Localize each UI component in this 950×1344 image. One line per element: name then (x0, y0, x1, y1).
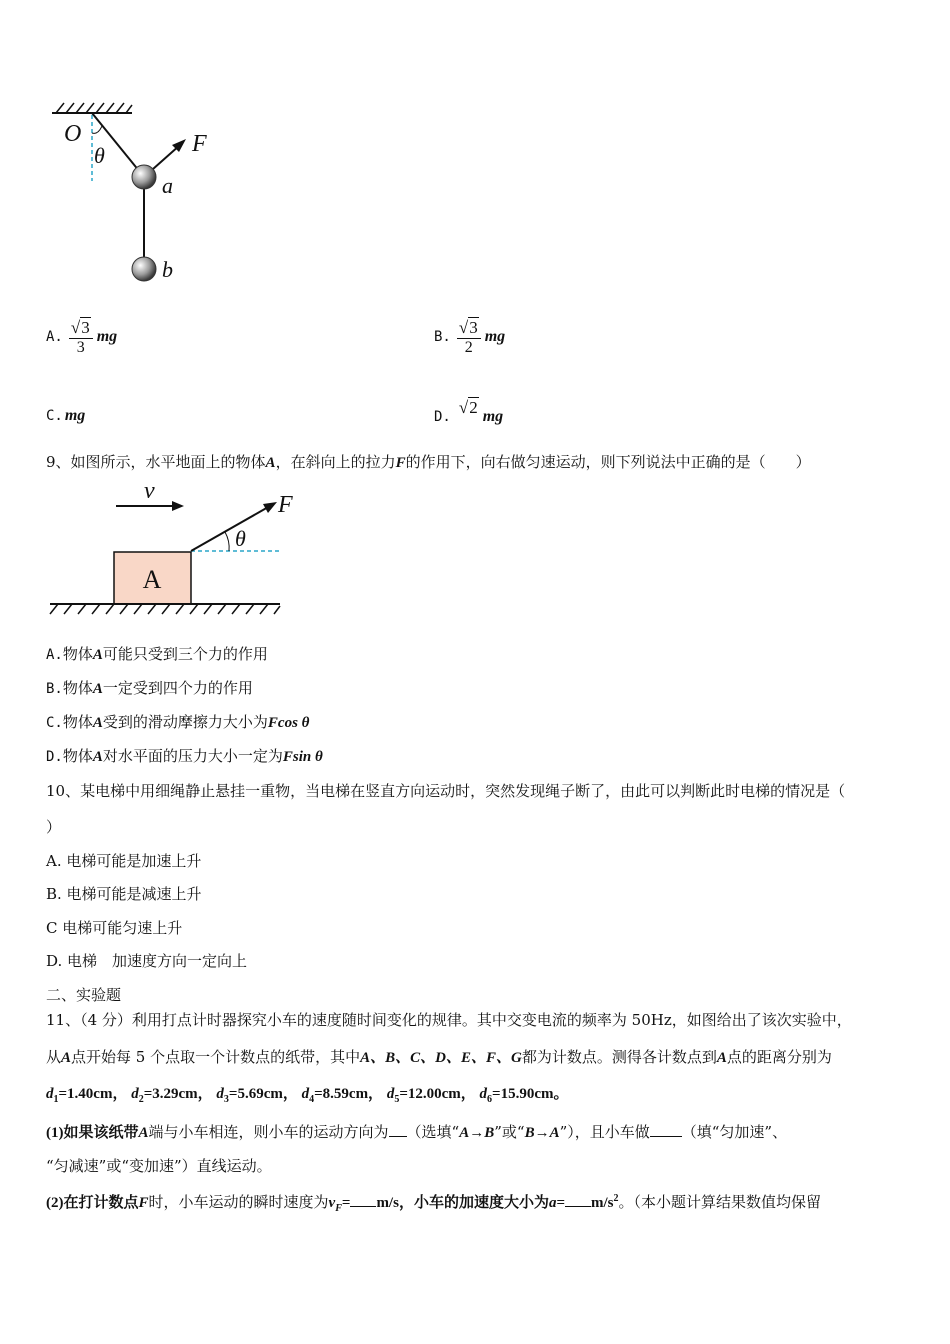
option-AB: A→B (459, 1125, 495, 1141)
var-F: F (138, 1195, 149, 1211)
ball-a (132, 165, 156, 189)
option-text: 物体 (62, 679, 93, 697)
q11-text: (2)在打计数点 (46, 1195, 139, 1211)
var-A: A (716, 1050, 727, 1066)
radicand: 3 (81, 317, 90, 337)
var-A: A (92, 715, 103, 731)
q11-text: 都为计数点。测得各计数点到 (521, 1048, 717, 1066)
q9-option-c (46, 712, 309, 733)
var-F: F (395, 455, 406, 471)
answer-blank[interactable] (389, 1120, 407, 1137)
q11-text: （填“匀加速”、 (681, 1123, 788, 1141)
option-text: 受到的滑动摩擦力大小为 (102, 713, 268, 731)
option-text: 可能只受到三个力的作用 (102, 645, 268, 663)
q8-option-a (46, 312, 117, 362)
unit: mg (64, 407, 86, 424)
radicand: 2 (469, 398, 478, 417)
d6: $d_6=15.90cm$。 (479, 1086, 569, 1105)
var-A: A (92, 647, 103, 663)
option-letter: B. (434, 329, 451, 345)
q11-text: 点开始每 5 个点取一个计数点的纸带，其中 (71, 1048, 361, 1066)
unit: mg (96, 328, 118, 345)
option-text: 物体 (62, 713, 93, 731)
var-A: A (138, 1125, 149, 1141)
q8-option-c (46, 404, 85, 428)
option-text: 物体 (62, 645, 93, 663)
q10-option-c: C 电梯可能匀速上升 (46, 919, 183, 937)
var-A: A (92, 749, 103, 765)
d3: $d_3=5.69cm$， (216, 1086, 298, 1105)
option-letter: B. (46, 681, 63, 697)
q11-text: 。（本小题计算结果数值均保留 (618, 1193, 822, 1211)
q11-text: ”），且小车做 (559, 1123, 650, 1141)
q9-text: 的作用下，向右做匀速运动，则下列说法中正确的是（ ） (405, 453, 811, 471)
q11-text: ”或“ (494, 1123, 525, 1141)
fraction: $\frac{√3}{2}$ (457, 318, 481, 357)
q10-stem: 10、某电梯中用细绳静止悬挂一重物，当电梯在竖直方向运动时，突然发现绳子断了，由此可以判断此时电梯的情况是（ (46, 782, 846, 800)
q10-option-d: D. 电梯 加速度方向一定向上 (46, 952, 248, 970)
option-text: 一定受到四个力的作用 (102, 679, 253, 697)
formula: Fsin θ (282, 749, 323, 765)
q11-line1: 11、（4 分）利用打点计时器探究小车的速度随时间变化的规律。其中交变电流的频率为 50Hz，如图给出了该次实验中， (46, 1011, 852, 1029)
option-letter: A. (46, 329, 63, 345)
q11-text: m/s，小车的加速度大小为 (376, 1195, 549, 1211)
q11-part1 (46, 1120, 787, 1143)
var-A: A (92, 681, 103, 697)
d5: $d_5=12.00cm$， (386, 1086, 476, 1105)
radicand: 3 (469, 317, 478, 337)
denominator: 2 (457, 338, 481, 357)
unit: mg (482, 408, 504, 425)
var-v: v (328, 1195, 336, 1211)
option-text: 对水平面的压力大小一定为 (102, 747, 283, 765)
label-a: a (162, 173, 173, 198)
q11-part1-cont: “匀减速”或“变加速”）直线运动。 (46, 1157, 272, 1175)
denominator: 3 (69, 338, 93, 357)
label-v: v (144, 478, 155, 504)
q11-text: 时，小车运动的瞬时速度为 (148, 1193, 329, 1211)
section-heading: 二、实验题 (46, 986, 122, 1004)
d2: $d_2=3.29cm$， (131, 1086, 213, 1105)
point-list: A、B、C、D、E、F、G (360, 1050, 522, 1066)
block-label: A (142, 565, 162, 594)
sqrt-expression: √2 (458, 398, 478, 417)
label-F: F (192, 131, 207, 157)
q10-stem-cont: ） (46, 818, 62, 836)
q11-text: (1)如果该纸带 (46, 1125, 139, 1141)
var-A: A (61, 1050, 72, 1066)
q10-option-a: A. 电梯可能是加速上升 (46, 852, 202, 870)
q9-option-a (46, 644, 268, 665)
d1: $d_1=1.40cm$， (46, 1086, 128, 1105)
ball-b (132, 257, 156, 281)
q11-text: 从 (46, 1048, 62, 1066)
q10-option-b: B. 电梯可能是减速上升 (46, 885, 202, 903)
q9-option-d (46, 746, 323, 767)
q11-line2 (46, 1047, 832, 1068)
answer-blank[interactable] (650, 1120, 682, 1137)
answer-blank[interactable] (350, 1190, 376, 1207)
q11-text: = (556, 1195, 566, 1211)
option-text: 物体 (62, 747, 93, 765)
q11-text: = (341, 1195, 351, 1211)
option-letter: D. (434, 409, 451, 425)
q9-stem (46, 452, 811, 473)
q9-text: 9、如图所示，水平地面上的物体 (46, 453, 266, 471)
label-O: O (64, 121, 82, 147)
label-theta: θ (235, 526, 246, 551)
option-letter: D. (46, 749, 63, 765)
var-a: a (548, 1195, 557, 1211)
pendulum-figure (40, 95, 230, 290)
q11-distances (46, 1084, 568, 1110)
label-b: b (162, 257, 173, 282)
q9-option-b (46, 678, 253, 699)
subscript: F (335, 1203, 342, 1214)
q8-option-b (434, 312, 505, 362)
label-F: F (278, 492, 293, 518)
q11-text: 端与小车相连，则小车的运动方向为 (148, 1123, 389, 1141)
option-letter: C. (46, 408, 63, 424)
q8-option-d (434, 396, 503, 428)
q9-text: ，在斜向上的拉力 (275, 453, 396, 471)
label-theta: θ (94, 143, 105, 168)
formula: Fcos θ (267, 715, 310, 731)
var-A: A (265, 455, 276, 471)
q11-text: m/s (591, 1195, 614, 1211)
block-figure (44, 478, 304, 620)
q11-text: 点的距离分别为 (726, 1048, 832, 1066)
option-BA: B→A (524, 1125, 560, 1141)
d4: $d_4=8.59cm$， (301, 1086, 384, 1105)
q11-text: （选填“ (406, 1123, 460, 1141)
q11-part2 (46, 1189, 821, 1219)
superscript: 2 (613, 1193, 619, 1204)
option-letter: C. (46, 715, 63, 731)
fraction: $\frac{√3}{3}$ (69, 318, 93, 357)
unit: mg (484, 328, 506, 345)
option-letter: A. (46, 647, 63, 663)
answer-blank[interactable] (565, 1190, 591, 1207)
